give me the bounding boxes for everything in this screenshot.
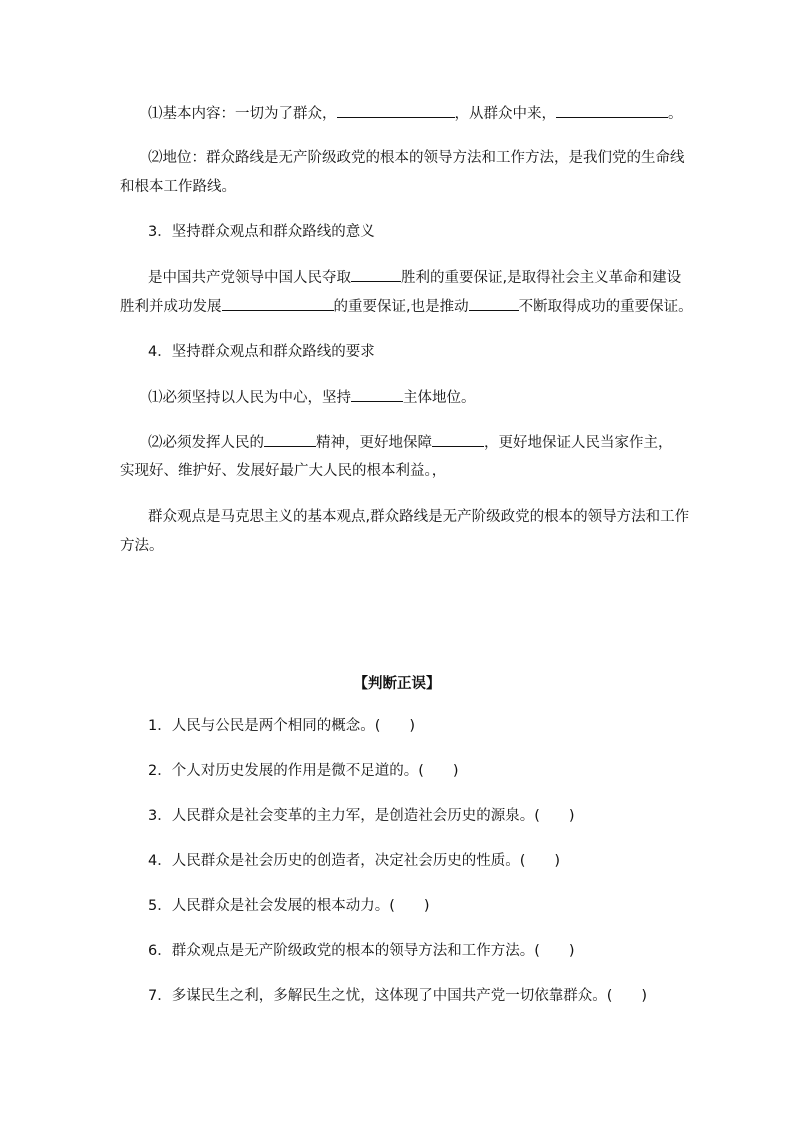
fill-blank xyxy=(432,432,484,447)
req1-text-a: ⑴必须坚持以人民为中心，坚持 xyxy=(148,390,351,406)
item1-prefix: ⑴基本内容：一切为了群众， xyxy=(148,106,337,122)
fill-blank xyxy=(337,103,455,118)
requirement-2-line2: 实现好、维护好、发展好最广大人民的根本利益。， xyxy=(120,463,447,479)
heading-3: 3．坚持群众观点和群众路线的意义 xyxy=(148,224,375,240)
content-item-1 xyxy=(148,103,683,124)
judgment-item: 4．人民群众是社会历史的创造者，决定社会历史的性质。( ) xyxy=(148,853,561,869)
fill-blank xyxy=(264,432,316,447)
judgment-item: 1．人民与公民是两个相同的概念。( ) xyxy=(148,718,416,734)
req1-text-b: 主体地位。 xyxy=(403,390,476,406)
requirement-1 xyxy=(148,387,476,408)
para3-text-c: 胜利并成功发展 xyxy=(120,299,222,315)
fill-blank xyxy=(222,296,334,311)
para3-text-d: 的重要保证,也是推动 xyxy=(333,299,469,315)
fill-blank xyxy=(351,387,403,402)
req2-text-c: ，更好地保证人民当家作主， xyxy=(484,435,673,451)
judgment-item: 5．人民群众是社会发展的根本动力。( ) xyxy=(148,898,430,914)
judgment-item: 7．多谋民生之利，多解民生之忧，这体现了中国共产党一切依靠群众。( ) xyxy=(148,988,648,1004)
para3-text-a: 是中国共产党领导中国人民夺取 xyxy=(148,270,351,286)
para-3-line1 xyxy=(148,267,681,288)
judgment-title: 【判断正误】 xyxy=(353,676,441,692)
content-item-2-line2: 和根本工作路线。 xyxy=(120,179,236,195)
item1-end: 。 xyxy=(668,106,683,122)
fill-blank xyxy=(351,267,401,282)
judgment-item: 3．人民群众是社会变革的主力军，是创造社会历史的源泉。( ) xyxy=(148,808,575,824)
judgment-item: 2．个人对历史发展的作用是微不足道的。( ) xyxy=(148,763,459,779)
judgment-item: 6．群众观点是无产阶级政党的根本的领导方法和工作方法。( ) xyxy=(148,943,575,959)
fill-blank xyxy=(556,103,668,118)
content-item-2-line1: ⑵地位：群众路线是无产阶级政党的根本的领导方法和工作方法，是我们党的生命线 xyxy=(148,150,685,166)
fill-blank xyxy=(469,296,519,311)
summary-line2: 方法。 xyxy=(120,538,164,554)
para3-text-b: 胜利的重要保证,是取得社会主义革命和建设 xyxy=(401,270,682,286)
requirement-2-line1 xyxy=(148,432,673,453)
req2-text-a: ⑵必须发挥人民的 xyxy=(148,435,264,451)
req2-text-b: 精神，更好地保障 xyxy=(316,435,432,451)
summary-line1: 群众观点是马克思主义的基本观点,群众路线是无产阶级政党的根本的领导方法和工作 xyxy=(148,509,690,525)
para-3-line2 xyxy=(120,296,693,317)
heading-4: 4．坚持群众观点和群众路线的要求 xyxy=(148,344,375,360)
para3-text-e: 不断取得成功的重要保证。 xyxy=(518,299,693,315)
item1-mid: ，从群众中来， xyxy=(454,106,556,122)
